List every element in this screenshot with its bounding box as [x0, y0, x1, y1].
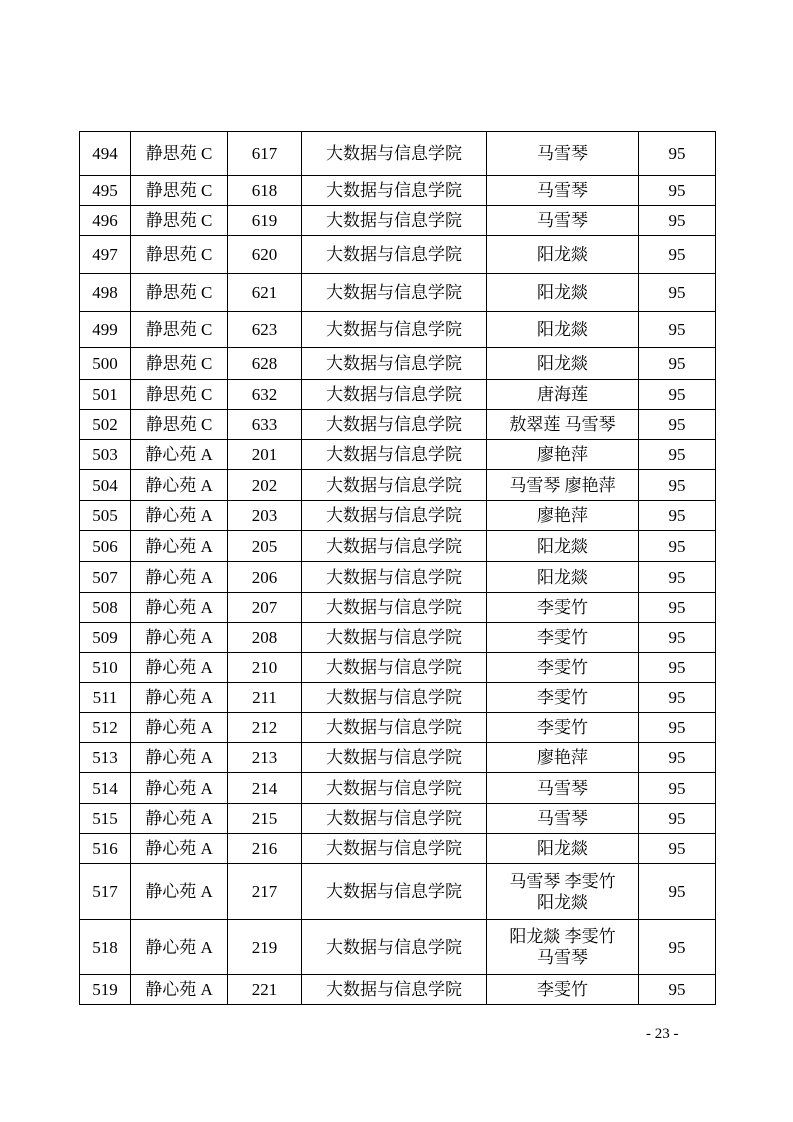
row-number-cell: 497 [80, 236, 131, 274]
counselor-cell: 阳龙燚 [487, 562, 639, 593]
room-cell: 201 [228, 440, 302, 470]
college-cell: 大数据与信息学院 [302, 653, 487, 683]
room-cell: 619 [228, 206, 302, 236]
counselor-cell: 阳龙燚 [487, 834, 639, 864]
score-cell: 95 [639, 593, 716, 623]
table-row [80, 531, 716, 562]
college-cell: 大数据与信息学院 [302, 380, 487, 410]
building-cell: 静心苑 A [131, 713, 228, 743]
room-cell: 211 [228, 683, 302, 713]
counselor-cell: 马雪琴 [487, 804, 639, 834]
counselor-cell: 李雯竹 [487, 593, 639, 623]
score-cell: 95 [639, 274, 716, 312]
room-cell: 628 [228, 348, 302, 380]
college-cell: 大数据与信息学院 [302, 501, 487, 531]
room-cell: 214 [228, 773, 302, 804]
room-cell: 205 [228, 531, 302, 562]
table-row [80, 834, 716, 864]
counselor-cell: 阳龙燚 李雯竹 马雪琴 [487, 920, 639, 975]
row-number-cell: 506 [80, 531, 131, 562]
score-cell: 95 [639, 713, 716, 743]
room-cell: 620 [228, 236, 302, 274]
building-cell: 静心苑 A [131, 501, 228, 531]
building-cell: 静心苑 A [131, 804, 228, 834]
table-row [80, 975, 716, 1005]
row-number-cell: 519 [80, 975, 131, 1005]
table-row [80, 562, 716, 593]
score-cell: 95 [639, 683, 716, 713]
score-cell: 95 [639, 743, 716, 773]
row-number-cell: 507 [80, 562, 131, 593]
score-cell: 95 [639, 236, 716, 274]
row-number-cell: 509 [80, 623, 131, 653]
table-row [80, 348, 716, 380]
college-cell: 大数据与信息学院 [302, 683, 487, 713]
counselor-cell: 敖翠莲 马雪琴 [487, 410, 639, 440]
counselor-cell: 阳龙燚 [487, 274, 639, 312]
counselor-cell: 廖艳萍 [487, 440, 639, 470]
room-cell: 617 [228, 132, 302, 176]
row-number-cell: 495 [80, 176, 131, 206]
college-cell: 大数据与信息学院 [302, 440, 487, 470]
building-cell: 静思苑 C [131, 236, 228, 274]
row-number-cell: 513 [80, 743, 131, 773]
row-number-cell: 518 [80, 920, 131, 975]
building-cell: 静思苑 C [131, 206, 228, 236]
score-cell: 95 [639, 804, 716, 834]
table-body [80, 132, 716, 1005]
college-cell: 大数据与信息学院 [302, 132, 487, 176]
table-row [80, 380, 716, 410]
score-cell: 95 [639, 920, 716, 975]
score-cell: 95 [639, 410, 716, 440]
score-cell: 95 [639, 176, 716, 206]
building-cell: 静思苑 C [131, 380, 228, 410]
row-number-cell: 512 [80, 713, 131, 743]
college-cell: 大数据与信息学院 [302, 274, 487, 312]
counselor-cell: 廖艳萍 [487, 501, 639, 531]
row-number-cell: 500 [80, 348, 131, 380]
counselor-cell: 李雯竹 [487, 623, 639, 653]
table-row [80, 773, 716, 804]
page-number: - 23 - [646, 1026, 679, 1042]
college-cell: 大数据与信息学院 [302, 713, 487, 743]
counselor-cell: 阳龙燚 [487, 236, 639, 274]
row-number-cell: 505 [80, 501, 131, 531]
row-number-cell: 494 [80, 132, 131, 176]
room-cell: 217 [228, 864, 302, 920]
room-cell: 208 [228, 623, 302, 653]
college-cell: 大数据与信息学院 [302, 834, 487, 864]
table-row [80, 864, 716, 920]
building-cell: 静心苑 A [131, 470, 228, 501]
room-cell: 219 [228, 920, 302, 975]
room-cell: 216 [228, 834, 302, 864]
table-row [80, 501, 716, 531]
table-row [80, 236, 716, 274]
row-number-cell: 517 [80, 864, 131, 920]
college-cell: 大数据与信息学院 [302, 920, 487, 975]
college-cell: 大数据与信息学院 [302, 804, 487, 834]
counselor-cell: 马雪琴 [487, 773, 639, 804]
row-number-cell: 516 [80, 834, 131, 864]
table-row [80, 683, 716, 713]
building-cell: 静思苑 C [131, 176, 228, 206]
counselor-cell: 马雪琴 [487, 132, 639, 176]
score-cell: 95 [639, 132, 716, 176]
row-number-cell: 504 [80, 470, 131, 501]
score-cell: 95 [639, 206, 716, 236]
table-row [80, 920, 716, 975]
table-row [80, 410, 716, 440]
score-cell: 95 [639, 470, 716, 501]
college-cell: 大数据与信息学院 [302, 176, 487, 206]
college-cell: 大数据与信息学院 [302, 773, 487, 804]
building-cell: 静思苑 C [131, 348, 228, 380]
table-row [80, 743, 716, 773]
table-row [80, 312, 716, 348]
table-row [80, 440, 716, 470]
score-cell: 95 [639, 380, 716, 410]
counselor-cell: 马雪琴 廖艳萍 [487, 470, 639, 501]
building-cell: 静心苑 A [131, 834, 228, 864]
score-cell: 95 [639, 562, 716, 593]
college-cell: 大数据与信息学院 [302, 562, 487, 593]
building-cell: 静思苑 C [131, 274, 228, 312]
row-number-cell: 499 [80, 312, 131, 348]
row-number-cell: 515 [80, 804, 131, 834]
row-number-cell: 510 [80, 653, 131, 683]
building-cell: 静心苑 A [131, 683, 228, 713]
room-cell: 215 [228, 804, 302, 834]
row-number-cell: 514 [80, 773, 131, 804]
room-cell: 213 [228, 743, 302, 773]
score-cell: 95 [639, 834, 716, 864]
college-cell: 大数据与信息学院 [302, 864, 487, 920]
college-cell: 大数据与信息学院 [302, 410, 487, 440]
row-number-cell: 502 [80, 410, 131, 440]
score-cell: 95 [639, 773, 716, 804]
college-cell: 大数据与信息学院 [302, 470, 487, 501]
score-cell: 95 [639, 348, 716, 380]
room-cell: 203 [228, 501, 302, 531]
building-cell: 静心苑 A [131, 773, 228, 804]
counselor-cell: 阳龙燚 [487, 531, 639, 562]
row-number-cell: 503 [80, 440, 131, 470]
building-cell: 静心苑 A [131, 975, 228, 1005]
table-row [80, 132, 716, 176]
row-number-cell: 498 [80, 274, 131, 312]
building-cell: 静思苑 C [131, 312, 228, 348]
college-cell: 大数据与信息学院 [302, 975, 487, 1005]
college-cell: 大数据与信息学院 [302, 236, 487, 274]
score-cell: 95 [639, 440, 716, 470]
row-number-cell: 496 [80, 206, 131, 236]
counselor-cell: 唐海莲 [487, 380, 639, 410]
table-row [80, 623, 716, 653]
room-cell: 202 [228, 470, 302, 501]
score-cell: 95 [639, 312, 716, 348]
room-cell: 621 [228, 274, 302, 312]
room-cell: 633 [228, 410, 302, 440]
building-cell: 静心苑 A [131, 623, 228, 653]
counselor-cell: 马雪琴 李雯竹 阳龙燚 [487, 864, 639, 920]
counselor-cell: 马雪琴 [487, 176, 639, 206]
building-cell: 静心苑 A [131, 920, 228, 975]
building-cell: 静思苑 C [131, 132, 228, 176]
counselor-cell: 阳龙燚 [487, 312, 639, 348]
score-cell: 95 [639, 653, 716, 683]
building-cell: 静心苑 A [131, 593, 228, 623]
table-row [80, 470, 716, 501]
score-cell: 95 [639, 975, 716, 1005]
score-cell: 95 [639, 531, 716, 562]
counselor-cell: 廖艳萍 [487, 743, 639, 773]
building-cell: 静心苑 A [131, 743, 228, 773]
building-cell: 静心苑 A [131, 864, 228, 920]
score-cell: 95 [639, 864, 716, 920]
table-row [80, 653, 716, 683]
building-cell: 静思苑 C [131, 410, 228, 440]
college-cell: 大数据与信息学院 [302, 593, 487, 623]
table-row [80, 176, 716, 206]
building-cell: 静心苑 A [131, 562, 228, 593]
counselor-cell: 李雯竹 [487, 975, 639, 1005]
counselor-cell: 李雯竹 [487, 653, 639, 683]
college-cell: 大数据与信息学院 [302, 623, 487, 653]
score-cell: 95 [639, 623, 716, 653]
room-cell: 210 [228, 653, 302, 683]
building-cell: 静心苑 A [131, 531, 228, 562]
row-number-cell: 501 [80, 380, 131, 410]
room-cell: 207 [228, 593, 302, 623]
college-cell: 大数据与信息学院 [302, 348, 487, 380]
counselor-cell: 李雯竹 [487, 713, 639, 743]
dormitory-score-table [79, 131, 716, 1005]
college-cell: 大数据与信息学院 [302, 743, 487, 773]
college-cell: 大数据与信息学院 [302, 531, 487, 562]
room-cell: 212 [228, 713, 302, 743]
room-cell: 623 [228, 312, 302, 348]
college-cell: 大数据与信息学院 [302, 206, 487, 236]
score-cell: 95 [639, 501, 716, 531]
building-cell: 静心苑 A [131, 653, 228, 683]
room-cell: 618 [228, 176, 302, 206]
counselor-cell: 阳龙燚 [487, 348, 639, 380]
table-row [80, 804, 716, 834]
table-row [80, 593, 716, 623]
counselor-cell: 马雪琴 [487, 206, 639, 236]
college-cell: 大数据与信息学院 [302, 312, 487, 348]
table-row [80, 713, 716, 743]
building-cell: 静心苑 A [131, 440, 228, 470]
room-cell: 632 [228, 380, 302, 410]
row-number-cell: 508 [80, 593, 131, 623]
room-cell: 221 [228, 975, 302, 1005]
row-number-cell: 511 [80, 683, 131, 713]
room-cell: 206 [228, 562, 302, 593]
counselor-cell: 李雯竹 [487, 683, 639, 713]
table-row [80, 274, 716, 312]
table-row [80, 206, 716, 236]
